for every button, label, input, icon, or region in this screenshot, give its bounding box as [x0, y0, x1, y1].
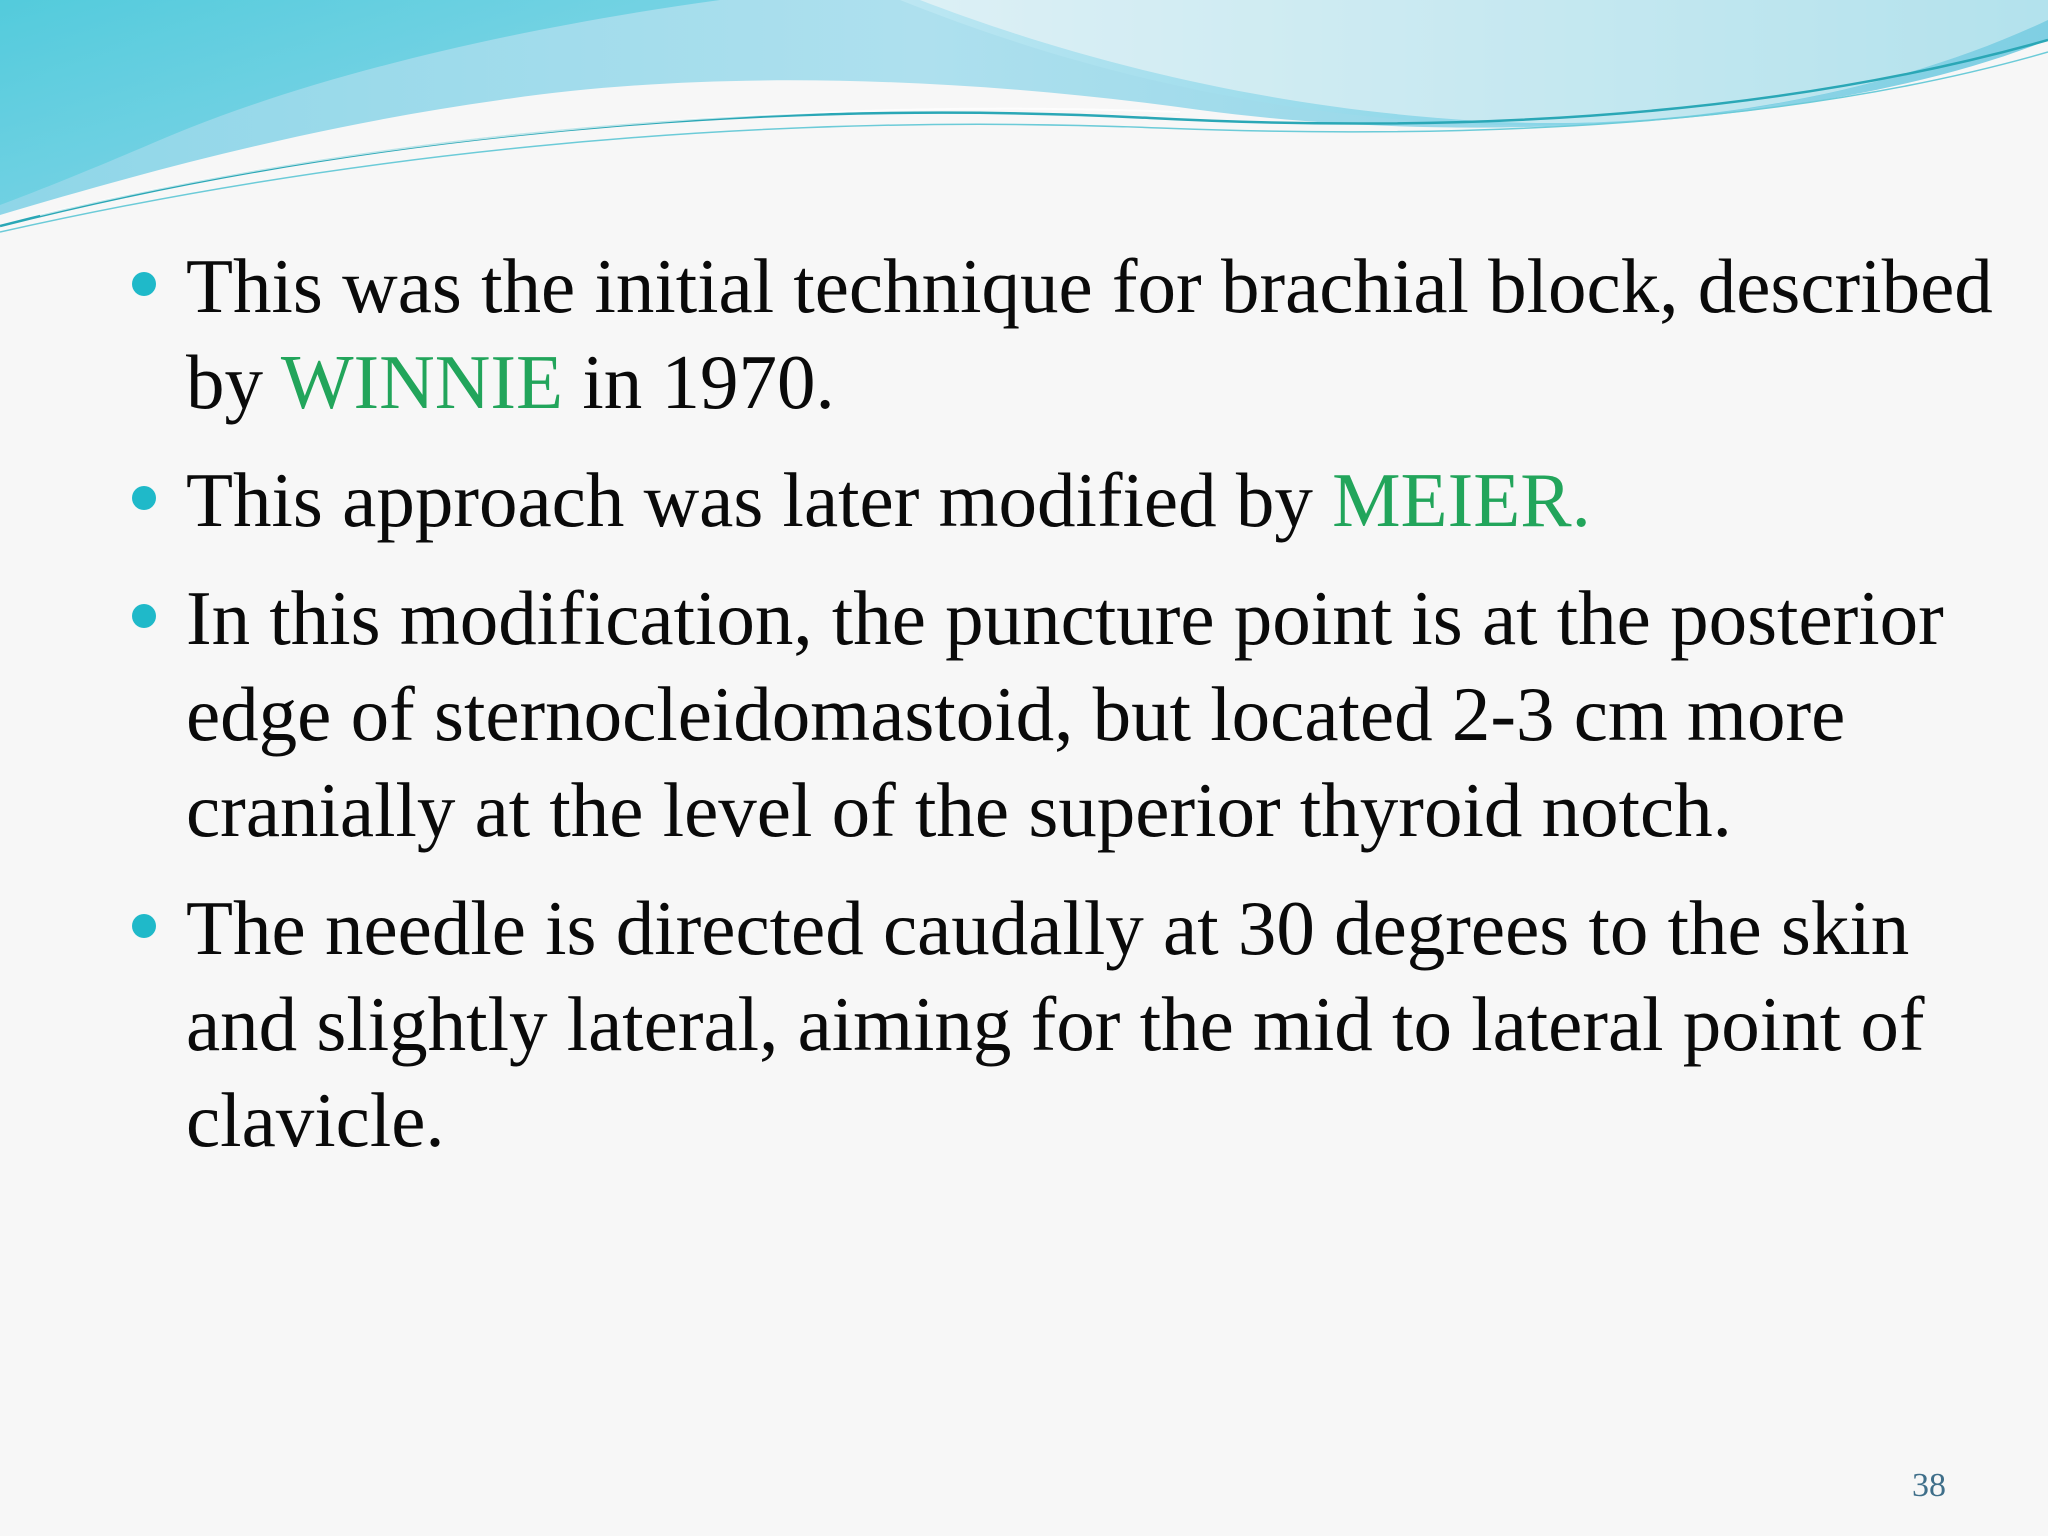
bullet-dot-icon [132, 486, 156, 510]
bullet-dot-icon [132, 604, 156, 628]
bullet-dot-icon [132, 914, 156, 938]
bullet-text-1b: in 1970. [563, 339, 835, 425]
bullet-text-3: In this modification, the puncture point is at the posterior edge of sternocleidomastoid, but located 2-3 cm more cranially at the level of the superior thyroid notch. [186, 575, 1944, 853]
bullet-highlight-meier: MEIER. [1332, 457, 1591, 543]
bullet-list [126, 238, 2006, 1190]
bullet-text-2a: This approach was later modified by [186, 457, 1333, 543]
bullet-text-1a: This was the initial technique for brachial block, described by [186, 243, 1993, 425]
bullet-item [126, 452, 2006, 548]
bullet-dot-icon [132, 272, 156, 296]
page-number: 38 [1912, 1467, 1946, 1504]
bullet-item [126, 238, 2006, 430]
header-wave-decoration [0, 0, 2048, 240]
bullet-text-4: The needle is directed caudally at 30 degrees to the skin and slightly lateral, aiming for the mid to lateral point of clavicle. [186, 885, 1925, 1163]
bullet-item [126, 880, 2006, 1168]
bullet-item [126, 570, 2006, 858]
bullet-highlight-winnie: WINNIE [280, 339, 564, 425]
